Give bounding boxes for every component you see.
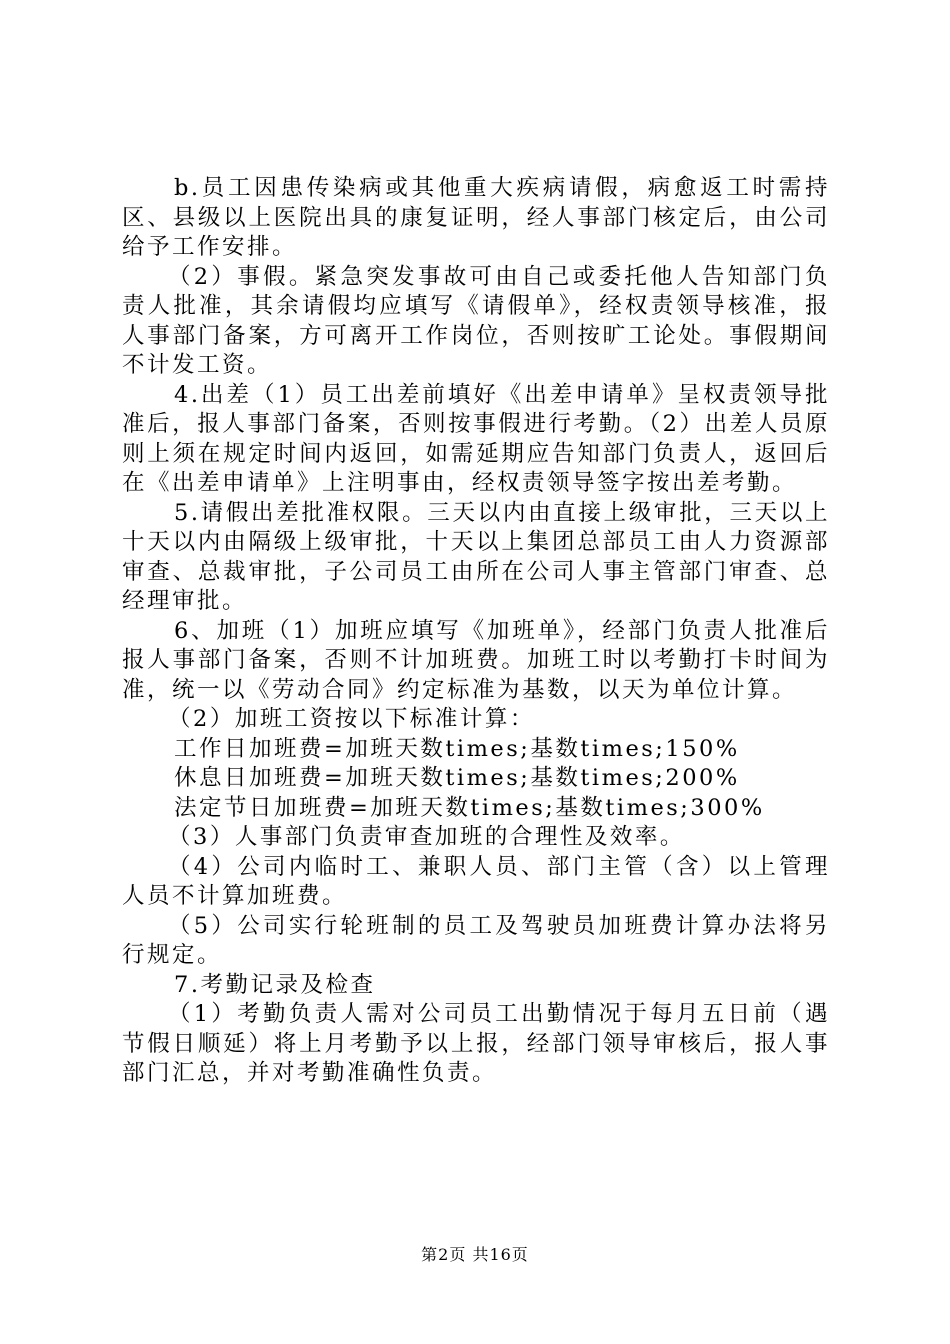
- paragraph-attendance-report: （1）考勤负责人需对公司员工出勤情况于每月五日前（遇节假日顺延）将上月考勤予以上报，经部门领导审核后，报人事部门汇总，并对考勤准确性负责。: [122, 1001, 830, 1086]
- paragraph-personal-leave: （2）事假。紧急突发事故可由自己或委托他人告知部门负责人批准，其余请假均应填写《请假单》，经权责领导核准，报人事部门备案，方可离开工作岗位，否则按旷工论处。事假期间不计发工资。: [122, 263, 830, 378]
- formula-workday-overtime: 工作日加班费=加班天数times;基数times;150%: [174, 735, 740, 762]
- paragraph-overtime-review: （3）人事部门负责审查加班的合理性及效率。: [168, 824, 685, 850]
- formula-holiday-overtime: 法定节日加班费=加班天数times;基数times;300%: [174, 794, 765, 821]
- paragraph-shift-rules: （5）公司实行轮班制的员工及驾驶员加班费计算办法将另行规定。: [122, 912, 830, 968]
- paragraph-overtime: 6、加班（1）加班应填写《加班单》，经部门负责人批准后报人事部门备案，否则不计加班费。加班工时以考勤打卡时间为准，统一以《劳动合同》约定标准为基数，以天为单位计算。: [122, 617, 830, 703]
- paragraph-overtime-exclusions: （4）公司内临时工、兼职人员、部门主管（含）以上管理人员不计算加班费。: [122, 853, 830, 909]
- document-body: [122, 174, 830, 1089]
- paragraph-overtime-pay-header: （2）加班工资按以下标准计算：: [168, 706, 535, 732]
- paragraph-business-trip: 4.出差（1）员工出差前填好《出差申请单》呈权责领导批准后，报人事部门备案，否则按事假进行考勤。（2）出差人员原则上须在规定时间内返回，如需延期应告知部门负责人，返回后在《出差申请单》上注明事由，经权责领导签字按出差考勤。: [122, 381, 830, 496]
- paragraph-approval-authority: 5.请假出差批准权限。三天以内由直接上级审批，三天以上十天以内由隔级上级审批，十天以上集团总部员工由人力资源部审查、总裁审批，子公司员工由所在公司人事主管部门审查、总经理审批。: [122, 499, 830, 614]
- paragraph-sick-leave-b: b.员工因患传染病或其他重大疾病请假，病愈返工时需持区、县级以上医院出具的康复证明，经人事部门核定后，由公司给予工作安排。: [122, 175, 830, 260]
- formula-restday-overtime: 休息日加班费=加班天数times;基数times;200%: [174, 765, 740, 791]
- page-number-footer: 第2页 共16页: [421, 1245, 529, 1264]
- section-heading-attendance: 7.考勤记录及检查: [174, 971, 376, 998]
